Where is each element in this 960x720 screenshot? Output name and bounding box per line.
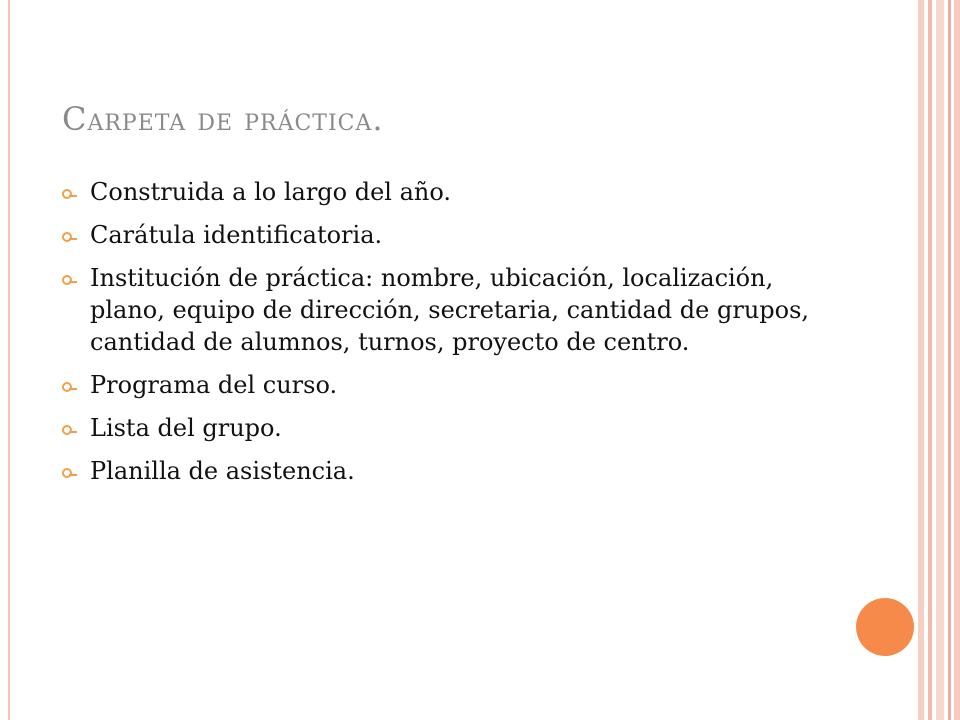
bullet-list — [62, 176, 852, 498]
bullet-text: Construida a lo largo del año. — [90, 178, 452, 206]
stripe — [928, 0, 932, 720]
stripe — [954, 0, 960, 720]
slide-title: Carpeta de práctica. — [62, 100, 384, 138]
bullet-marker-icon — [62, 189, 72, 199]
bullet-marker-icon — [62, 275, 72, 285]
bullet-item — [62, 262, 852, 358]
bullet-marker-icon — [62, 232, 72, 242]
bullet-item — [62, 219, 852, 251]
bullet-text: Lista del grupo. — [90, 414, 282, 442]
bullet-marker-icon — [62, 468, 72, 478]
bullet-item — [62, 176, 852, 208]
stripe — [948, 0, 951, 720]
bullet-text: Carátula identificatoria. — [90, 221, 383, 249]
bullet-text: Planilla de asistencia. — [90, 457, 355, 485]
stripe — [918, 0, 924, 720]
bullet-text: Institución de práctica: nombre, ubicación, localización, plano, equipo de dirección, secretaria, cantidad de grupos, cantidad de alumnos, turnos, proyecto de centro. — [90, 264, 810, 356]
bullet-item — [62, 455, 852, 487]
right-decorative-stripes — [918, 0, 960, 720]
orange-circle-decoration — [856, 598, 914, 656]
bullet-item — [62, 412, 852, 444]
bullet-marker-icon — [62, 382, 72, 392]
left-border-line — [8, 0, 10, 720]
bullet-marker-icon — [62, 425, 72, 435]
stripe — [936, 0, 944, 720]
bullet-text: Programa del curso. — [90, 371, 338, 399]
bullet-item — [62, 369, 852, 401]
